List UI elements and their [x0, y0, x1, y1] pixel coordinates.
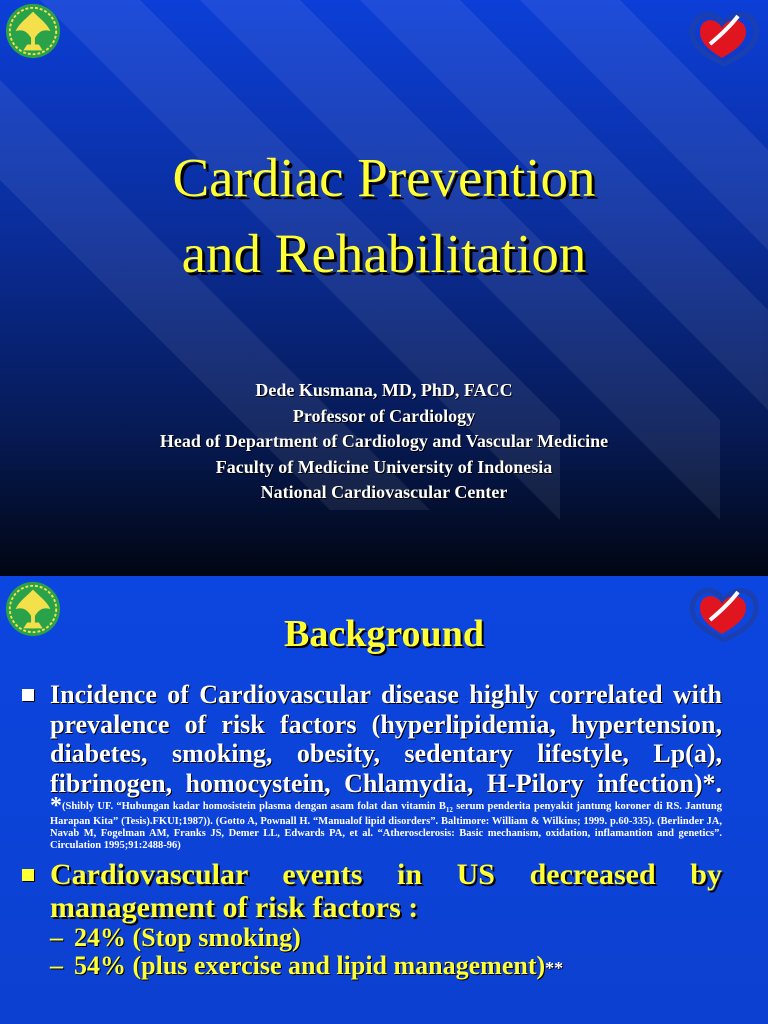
- reference-star: *: [50, 793, 62, 819]
- dash-marker: –: [50, 951, 63, 981]
- title-line-1: Cardiac Prevention: [172, 147, 596, 208]
- author-department: Head of Department of Cardiology and Vascular Medicine: [159, 431, 609, 451]
- author-block: [0, 378, 768, 506]
- bullet-list: [50, 680, 722, 982]
- university-indonesia-logo: [4, 2, 62, 60]
- cardiovascular-center-heart-logo: [686, 4, 762, 66]
- author-title: Professor of Cardiology: [292, 405, 476, 426]
- author-name: Dede Kusmana, MD, PhD, FACC: [255, 380, 513, 400]
- reference-citation: [50, 793, 722, 852]
- slide-heading: Background: [284, 613, 484, 655]
- sub-item-stop-smoking: [50, 924, 722, 952]
- footnote-stars: **: [545, 958, 564, 979]
- bullet-square-icon: [22, 869, 34, 881]
- reference-text-pre: (Shibly UF. “Hubungan kadar homosistein plasma dengan asam folat dan vitamin B: [62, 801, 446, 812]
- author-faculty: Faculty of Medicine University of Indonesia: [215, 456, 553, 477]
- title-line-2: and Rehabilitation: [181, 223, 587, 284]
- dash-marker: –: [50, 923, 63, 953]
- reference-subscript: 12: [445, 806, 453, 815]
- author-center: National Cardiovascular Center: [260, 482, 508, 502]
- sub-item-text: 54% (plus exercise and lipid management): [74, 951, 546, 981]
- bullet-square-icon: [22, 689, 34, 701]
- bullet-item-us-events: [50, 858, 722, 924]
- bullet-item-risk-factors: [50, 680, 722, 798]
- bullet-text: Incidence of Cardiovascular disease highly correlated with prevalence of risk factors (hyperlipidemia, hypertension, diabetes, smoking, obesity, sedentary lifestyle, Lp(a), fibrinogen, homocystein, Chlamydia, H-Pilory infection)*.: [50, 680, 722, 798]
- sub-item-exercise-lipid: [50, 952, 722, 982]
- background-slide: [0, 576, 768, 1024]
- presentation-title: [0, 140, 768, 292]
- sub-item-text: 24% (Stop smoking): [74, 923, 301, 953]
- reference-text-post: serum penderita penyakit jantung koroner di RS. Jantung Harapan Kita” (Tesis).FKUI;1987)). (Gotto A, Pownall H. “Manualof lipid disorders”. Baltimore: William & Wilkins; 1999. p.60-335). (Berlinder JA, Navab M, Fogelman AM, Franks JS, Demer LL, Edwards PA, et al. “Atherosclerosis: Basic mechanism, oxidation, inflamantion and genetics”. Circulation 1995;91:2488-96): [50, 801, 722, 852]
- bullet-text: Cardiovascular events in US decreased by management of risk factors :: [50, 858, 722, 925]
